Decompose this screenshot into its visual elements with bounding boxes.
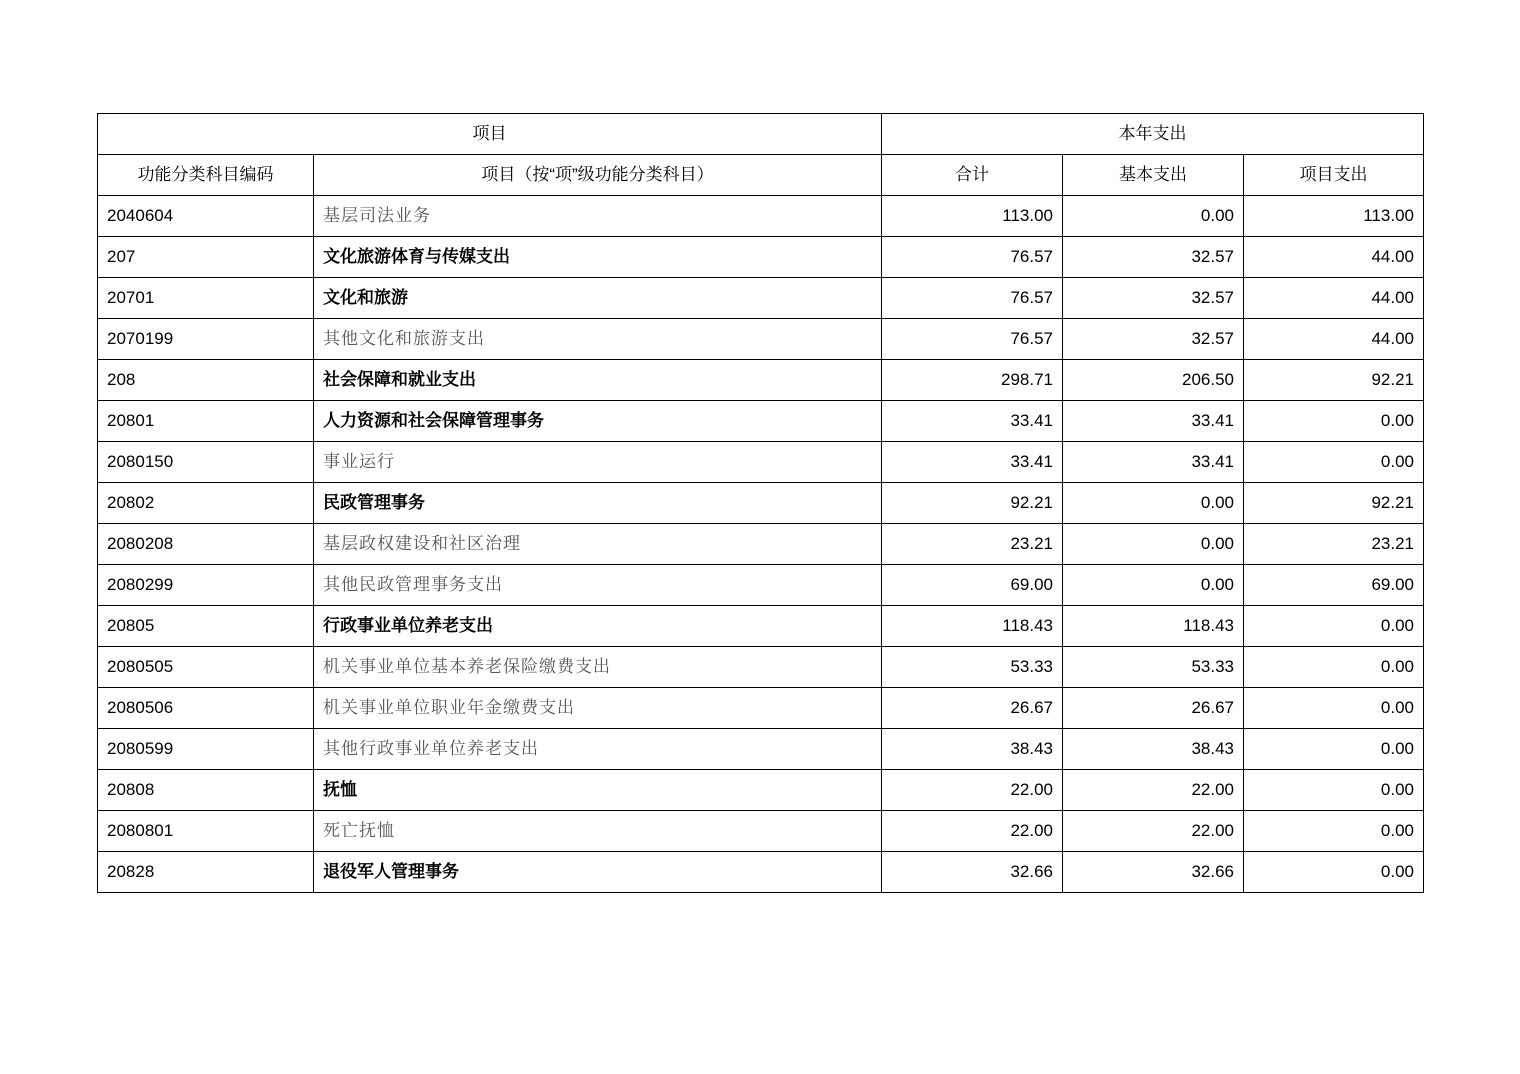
cell-total: 298.71: [882, 360, 1063, 401]
cell-name: 死亡抚恤: [314, 811, 882, 852]
header-basic: 基本支出: [1063, 155, 1244, 196]
cell-name: 基层司法业务: [314, 196, 882, 237]
cell-code: 2080208: [98, 524, 314, 565]
expenditure-table: [97, 113, 1424, 893]
table-row: [98, 770, 1424, 811]
cell-code: 2080599: [98, 729, 314, 770]
cell-name: 退役军人管理事务: [314, 852, 882, 893]
cell-basic: 32.57: [1063, 278, 1244, 319]
cell-basic: 0.00: [1063, 196, 1244, 237]
cell-name: 文化和旅游: [314, 278, 882, 319]
cell-project: 0.00: [1244, 729, 1424, 770]
table-row: [98, 729, 1424, 770]
cell-code: 2080299: [98, 565, 314, 606]
cell-total: 33.41: [882, 442, 1063, 483]
cell-project: 0.00: [1244, 852, 1424, 893]
header-total: 合计: [882, 155, 1063, 196]
cell-total: 38.43: [882, 729, 1063, 770]
cell-name: 其他民政管理事务支出: [314, 565, 882, 606]
cell-code: 2080150: [98, 442, 314, 483]
cell-total: 22.00: [882, 811, 1063, 852]
cell-total: 22.00: [882, 770, 1063, 811]
table-row: [98, 360, 1424, 401]
cell-total: 92.21: [882, 483, 1063, 524]
header-project: 项目支出: [1244, 155, 1424, 196]
table-row: [98, 606, 1424, 647]
table-row: [98, 401, 1424, 442]
cell-project: 0.00: [1244, 811, 1424, 852]
cell-basic: 32.57: [1063, 237, 1244, 278]
cell-name: 人力资源和社会保障管理事务: [314, 401, 882, 442]
cell-project: 0.00: [1244, 647, 1424, 688]
table-row: [98, 483, 1424, 524]
cell-project: 0.00: [1244, 442, 1424, 483]
cell-code: 20701: [98, 278, 314, 319]
cell-name: 抚恤: [314, 770, 882, 811]
cell-total: 76.57: [882, 278, 1063, 319]
header-group-row: [98, 114, 1424, 155]
cell-basic: 22.00: [1063, 770, 1244, 811]
cell-basic: 38.43: [1063, 729, 1244, 770]
cell-total: 118.43: [882, 606, 1063, 647]
cell-basic: 33.41: [1063, 442, 1244, 483]
table-body: [98, 196, 1424, 893]
table-row: [98, 565, 1424, 606]
cell-total: 76.57: [882, 237, 1063, 278]
header-group-item: 项目: [98, 114, 882, 155]
cell-project: 69.00: [1244, 565, 1424, 606]
cell-total: 113.00: [882, 196, 1063, 237]
cell-project: 92.21: [1244, 360, 1424, 401]
cell-project: 113.00: [1244, 196, 1424, 237]
cell-name: 行政事业单位养老支出: [314, 606, 882, 647]
cell-basic: 206.50: [1063, 360, 1244, 401]
cell-total: 76.57: [882, 319, 1063, 360]
cell-project: 44.00: [1244, 237, 1424, 278]
table-row: [98, 442, 1424, 483]
cell-total: 26.67: [882, 688, 1063, 729]
cell-basic: 32.57: [1063, 319, 1244, 360]
header-name: 项目（按“项”级功能分类科目）: [314, 155, 882, 196]
cell-basic: 26.67: [1063, 688, 1244, 729]
cell-project: 23.21: [1244, 524, 1424, 565]
table-row: [98, 811, 1424, 852]
cell-basic: 32.66: [1063, 852, 1244, 893]
cell-code: 2080505: [98, 647, 314, 688]
cell-basic: 0.00: [1063, 565, 1244, 606]
cell-name: 民政管理事务: [314, 483, 882, 524]
cell-code: 2080506: [98, 688, 314, 729]
cell-name: 机关事业单位基本养老保险缴费支出: [314, 647, 882, 688]
cell-project: 0.00: [1244, 688, 1424, 729]
cell-basic: 33.41: [1063, 401, 1244, 442]
cell-project: 44.00: [1244, 278, 1424, 319]
cell-total: 69.00: [882, 565, 1063, 606]
cell-project: 0.00: [1244, 606, 1424, 647]
cell-basic: 118.43: [1063, 606, 1244, 647]
table-row: [98, 688, 1424, 729]
cell-project: 0.00: [1244, 401, 1424, 442]
cell-project: 92.21: [1244, 483, 1424, 524]
table-row: [98, 196, 1424, 237]
table-row: [98, 852, 1424, 893]
cell-code: 20805: [98, 606, 314, 647]
cell-name: 其他文化和旅游支出: [314, 319, 882, 360]
table-row: [98, 319, 1424, 360]
cell-total: 53.33: [882, 647, 1063, 688]
cell-name: 基层政权建设和社区治理: [314, 524, 882, 565]
table-row: [98, 647, 1424, 688]
cell-project: 44.00: [1244, 319, 1424, 360]
cell-code: 208: [98, 360, 314, 401]
cell-total: 23.21: [882, 524, 1063, 565]
header-group-expense: 本年支出: [882, 114, 1424, 155]
table-row: [98, 278, 1424, 319]
cell-basic: 0.00: [1063, 483, 1244, 524]
cell-basic: 53.33: [1063, 647, 1244, 688]
cell-name: 文化旅游体育与传媒支出: [314, 237, 882, 278]
cell-total: 33.41: [882, 401, 1063, 442]
table-row: [98, 524, 1424, 565]
table-row: [98, 237, 1424, 278]
cell-project: 0.00: [1244, 770, 1424, 811]
cell-basic: 0.00: [1063, 524, 1244, 565]
cell-code: 20828: [98, 852, 314, 893]
cell-total: 32.66: [882, 852, 1063, 893]
cell-code: 2040604: [98, 196, 314, 237]
cell-code: 2070199: [98, 319, 314, 360]
cell-code: 20801: [98, 401, 314, 442]
cell-name: 其他行政事业单位养老支出: [314, 729, 882, 770]
header-code: 功能分类科目编码: [98, 155, 314, 196]
cell-name: 事业运行: [314, 442, 882, 483]
cell-code: 20802: [98, 483, 314, 524]
cell-basic: 22.00: [1063, 811, 1244, 852]
cell-code: 2080801: [98, 811, 314, 852]
cell-code: 20808: [98, 770, 314, 811]
header-column-row: [98, 155, 1424, 196]
cell-name: 社会保障和就业支出: [314, 360, 882, 401]
cell-name: 机关事业单位职业年金缴费支出: [314, 688, 882, 729]
cell-code: 207: [98, 237, 314, 278]
